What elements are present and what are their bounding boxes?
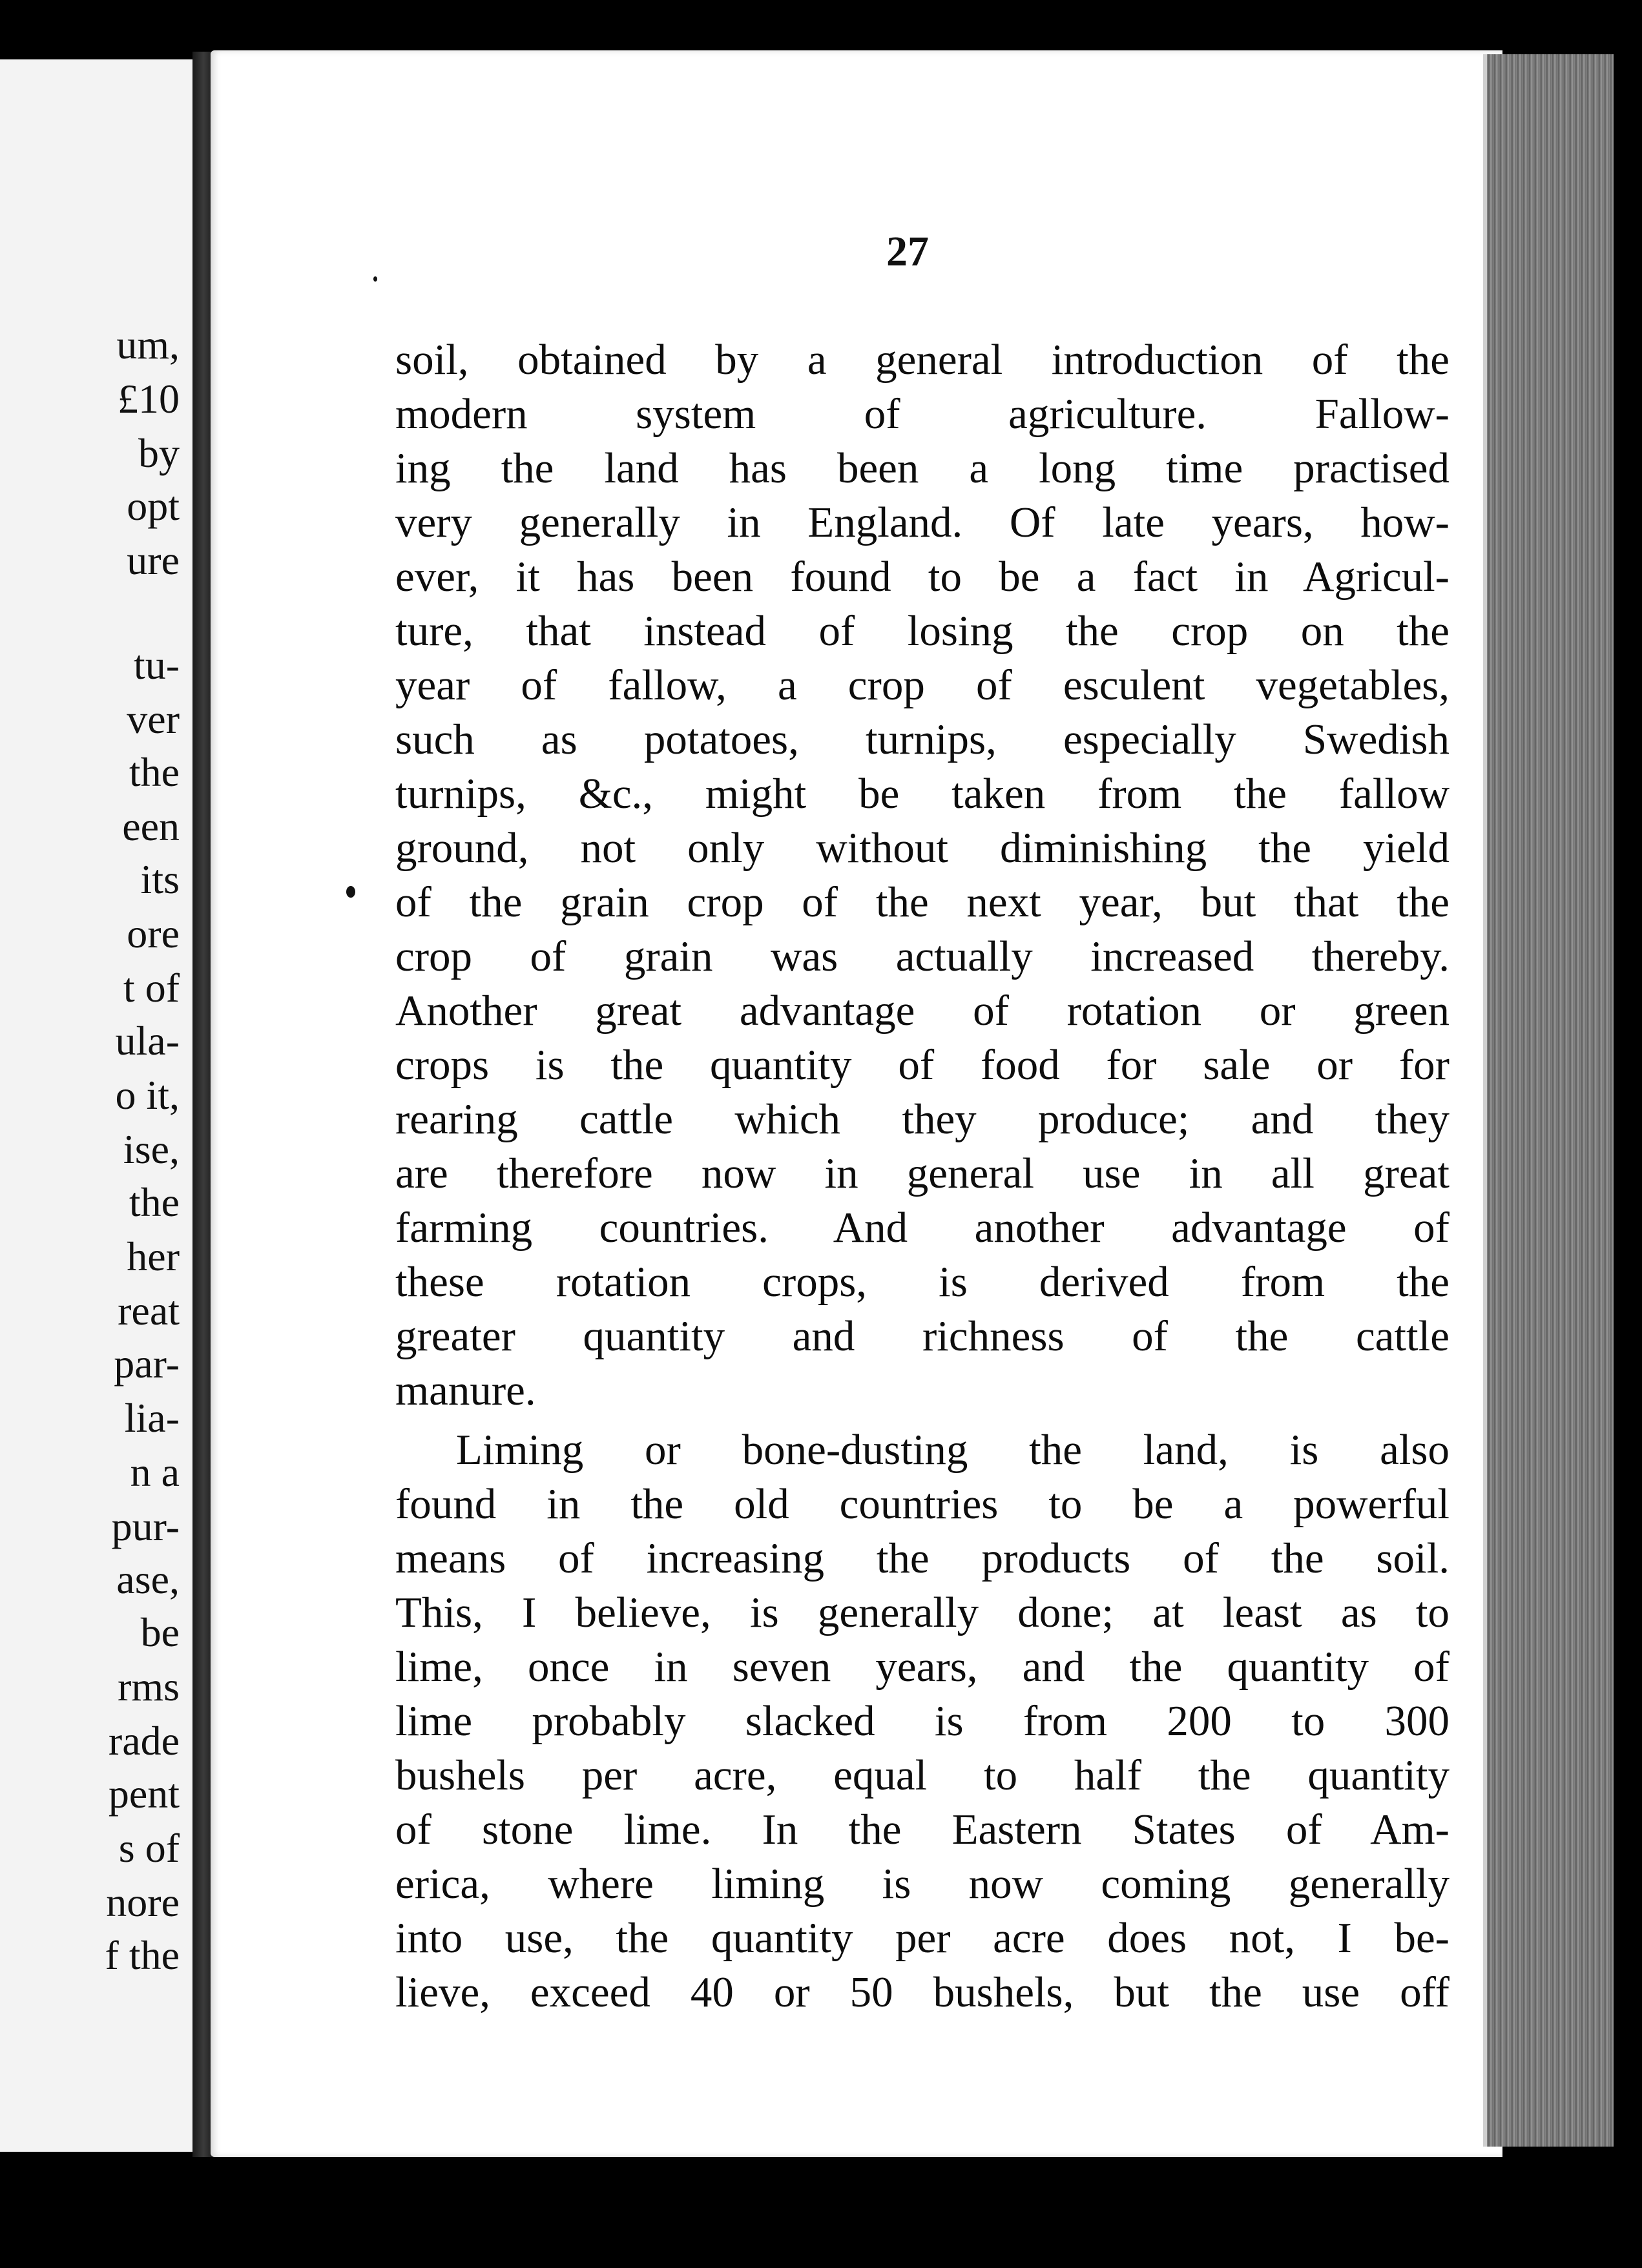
ink-speck (373, 276, 377, 282)
left-line-fragment: ase, (116, 1556, 180, 1602)
body-text-line: found in the old countries to be a powerful (395, 1480, 1450, 1528)
left-line-fragment: pent (108, 1771, 180, 1817)
left-line-fragment: par- (114, 1341, 180, 1387)
left-line-fragment: f the (105, 1932, 180, 1978)
left-line-fragment: tu- (133, 642, 180, 688)
body-text-line: bushels per acre, equal to half the quantity (395, 1751, 1450, 1799)
left-line-fragment: t of (123, 965, 180, 1011)
body-text-line: This, I believe, is generally done; at least as to (395, 1589, 1450, 1636)
left-line-fragment: by (138, 430, 180, 476)
body-text-line: year of fallow, a crop of esculent vegetables, (395, 661, 1450, 709)
left-line-fragment: the (129, 1179, 180, 1225)
body-text-line: erica, where liming is now coming generally (395, 1860, 1450, 1908)
left-page (0, 59, 202, 2152)
page-number: 27 (886, 228, 929, 275)
left-line-fragment: reat (118, 1288, 180, 1334)
left-line-fragment: pur- (111, 1503, 180, 1549)
body-text-line: lime, once in seven years, and the quantity of (395, 1643, 1450, 1691)
body-text-line: such as potatoes, turnips, especially Swedish (395, 716, 1450, 763)
left-line-fragment: nore (106, 1879, 180, 1925)
body-text-line: of the grain crop of the next year, but that the (395, 878, 1450, 926)
page-edges (1483, 54, 1614, 2147)
body-text-line: Liming or bone-dusting the land, is also (456, 1426, 1450, 1474)
ink-speck (346, 886, 355, 898)
left-line-fragment: lia- (124, 1395, 180, 1441)
left-line-fragment: opt (127, 483, 180, 529)
body-text-line: very generally in England. Of late years, how- (395, 499, 1450, 546)
left-line-fragment: its (140, 856, 180, 902)
body-text-line: ever, it has been found to be a fact in Agricul- (395, 553, 1450, 601)
body-text-line: lime probably slacked is from 200 to 300 (395, 1697, 1450, 1745)
body-text-line: farming countries. And another advantage of (395, 1204, 1450, 1252)
body-text-line: crop of grain was actually increased thereby. (395, 933, 1450, 980)
body-text-line: modern system of agriculture. Fallow- (395, 390, 1450, 438)
body-text-line: ture, that instead of losing the crop on the (395, 607, 1450, 655)
body-text-line: are therefore now in general use in all great (395, 1149, 1450, 1197)
left-line-fragment: n a (130, 1449, 180, 1495)
body-text-line: Another great advantage of rotation or green (395, 987, 1450, 1035)
left-line-fragment: rade (108, 1718, 180, 1764)
body-text-line: crops is the quantity of food for sale or for (395, 1041, 1450, 1089)
body-text-line: soil, obtained by a general introduction of the (395, 336, 1450, 384)
body-text-line: means of increasing the products of the soil. (395, 1534, 1450, 1582)
left-line-fragment: rms (118, 1664, 180, 1709)
left-line-fragment: um, (116, 322, 180, 367)
body-text-line: greater quantity and richness of the cattle (395, 1312, 1450, 1360)
body-text-line: ing the land has been a long time practised (395, 444, 1450, 492)
left-line-fragment: ise, (123, 1126, 180, 1172)
left-line-fragment: ure (127, 537, 180, 583)
left-line-fragment: the (129, 749, 180, 795)
left-line-fragment: o it, (115, 1072, 180, 1118)
body-text-line: of stone lime. In the Eastern States of Am- (395, 1806, 1450, 1853)
left-line-fragment: ore (127, 911, 180, 956)
body-text-line: lieve, exceed 40 or 50 bushels, but the use off (395, 1968, 1450, 2016)
body-text-line: turnips, &c., might be taken from the fallow (395, 770, 1450, 818)
left-line-fragment: £10 (118, 376, 180, 422)
left-line-fragment: s of (118, 1825, 180, 1871)
body-text-line: ground, not only without diminishing the yield (395, 824, 1450, 872)
body-text-line: these rotation crops, is derived from the (395, 1258, 1450, 1306)
left-line-fragment: ula- (115, 1018, 180, 1064)
left-line-fragment: ver (127, 696, 180, 742)
body-text-line: into use, the quantity per acre does not, I be- (395, 1914, 1450, 1962)
left-line-fragment: be (140, 1609, 180, 1655)
left-line-fragment: her (127, 1233, 180, 1279)
body-text-line: rearing cattle which they produce; and they (395, 1095, 1450, 1143)
left-line-fragment: een (122, 803, 180, 849)
body-text-line: manure. (395, 1366, 536, 1414)
